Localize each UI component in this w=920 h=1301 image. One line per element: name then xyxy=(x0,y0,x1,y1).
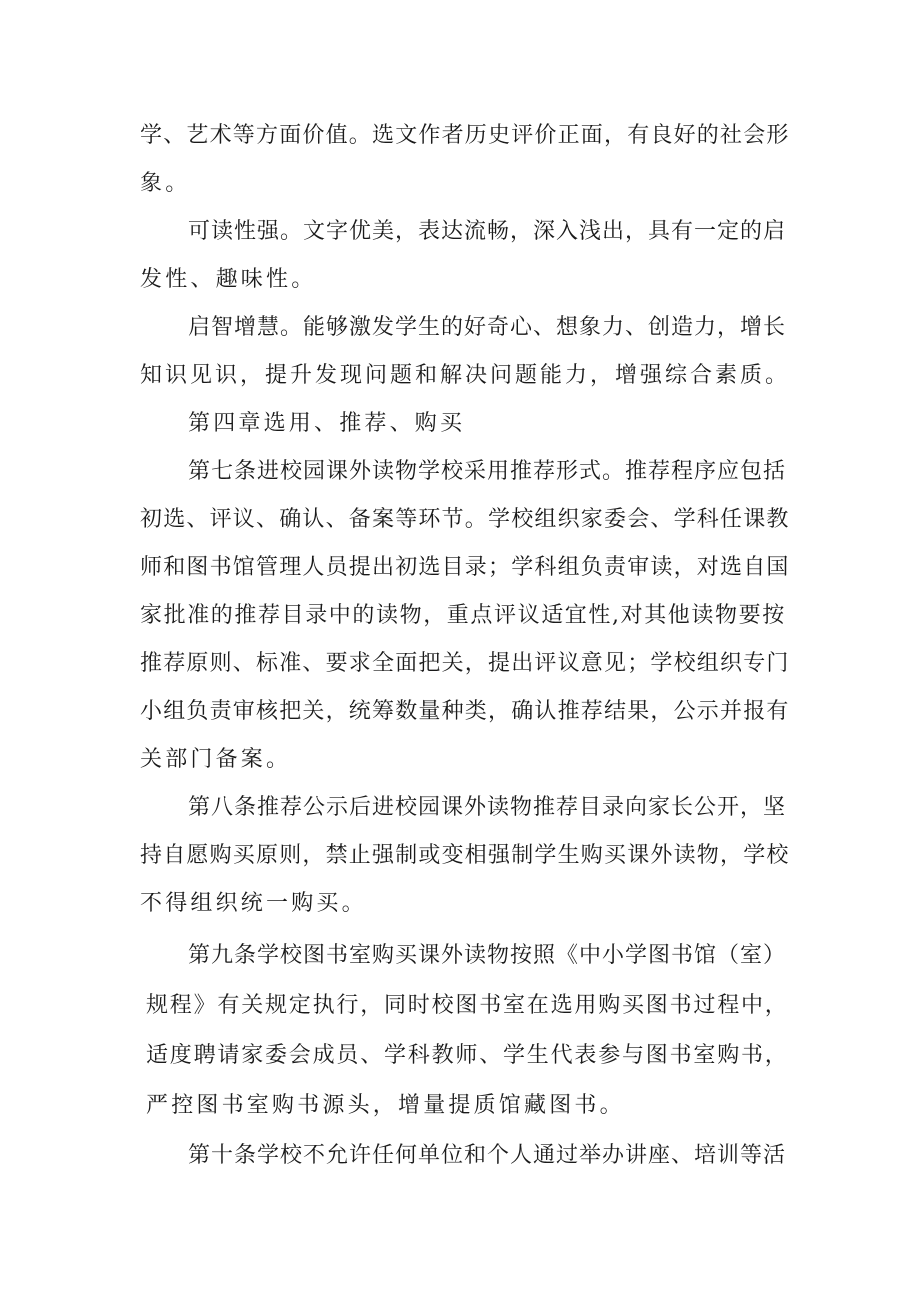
text-line: 适度聘请家委会成员、学科教师、学生代表参与图书室购书， xyxy=(146,1043,789,1068)
text-line: 小组负责审核把关，统筹数量种类，确认推荐结果，公示并报有 xyxy=(140,699,790,724)
text-line: 知识见识，提升发现问题和解决问题能力，增强综合素质。 xyxy=(140,363,791,388)
section-heading: 第四章选用、推荐、购买 xyxy=(188,411,466,436)
text-line: 不得组织统一购买。 xyxy=(140,891,367,916)
text-line: 严控图书室购书源头，增量提质馆藏图书。 xyxy=(146,1093,625,1118)
text-line: 第八条推荐公示后进校园课外读物推荐目录向家长公开，坚 xyxy=(188,795,787,820)
text-line: 象。 xyxy=(140,171,191,196)
text-line: 学、艺术等方面价值。选文作者历史评价正面，有良好的社会形 xyxy=(140,123,790,148)
text-line: 家批准的推荐目录中的读物，重点评议适宜性,对其他读物要按 xyxy=(140,603,786,628)
text-line: 规程》有关规定执行，同时校图书室在选用购买图书过程中， xyxy=(146,993,789,1018)
text-line: 第九条学校图书室购买课外读物按照《中小学图书馆（室） xyxy=(188,943,787,968)
text-line: 发性、趣味性。 xyxy=(140,267,317,292)
text-line: 师和图书馆管理人员提出初选目录；学科组负责审读，对选自国 xyxy=(140,555,790,580)
text-line: 关部门备案。 xyxy=(140,747,292,772)
text-line: 第十条学校不允许任何单位和个人通过举办讲座、培训等活 xyxy=(188,1143,787,1168)
text-line: 持自愿购买原则，禁止强制或变相强制学生购买课外读物，学校 xyxy=(140,843,790,868)
text-line: 初选、评议、确认、备案等环节。学校组织家委会、学科任课教 xyxy=(140,507,790,532)
text-line: 推荐原则、标准、要求全面把关，提出评议意见；学校组织专门 xyxy=(140,651,790,676)
text-line: 第七条进校园课外读物学校采用推荐形式。推荐程序应包括 xyxy=(188,459,787,484)
text-line: 启智增慧。能够激发学生的好奇心、想象力、创造力，增长 xyxy=(188,315,787,340)
text-line: 可读性强。文字优美，表达流畅，深入浅出，具有一定的启 xyxy=(188,219,787,244)
